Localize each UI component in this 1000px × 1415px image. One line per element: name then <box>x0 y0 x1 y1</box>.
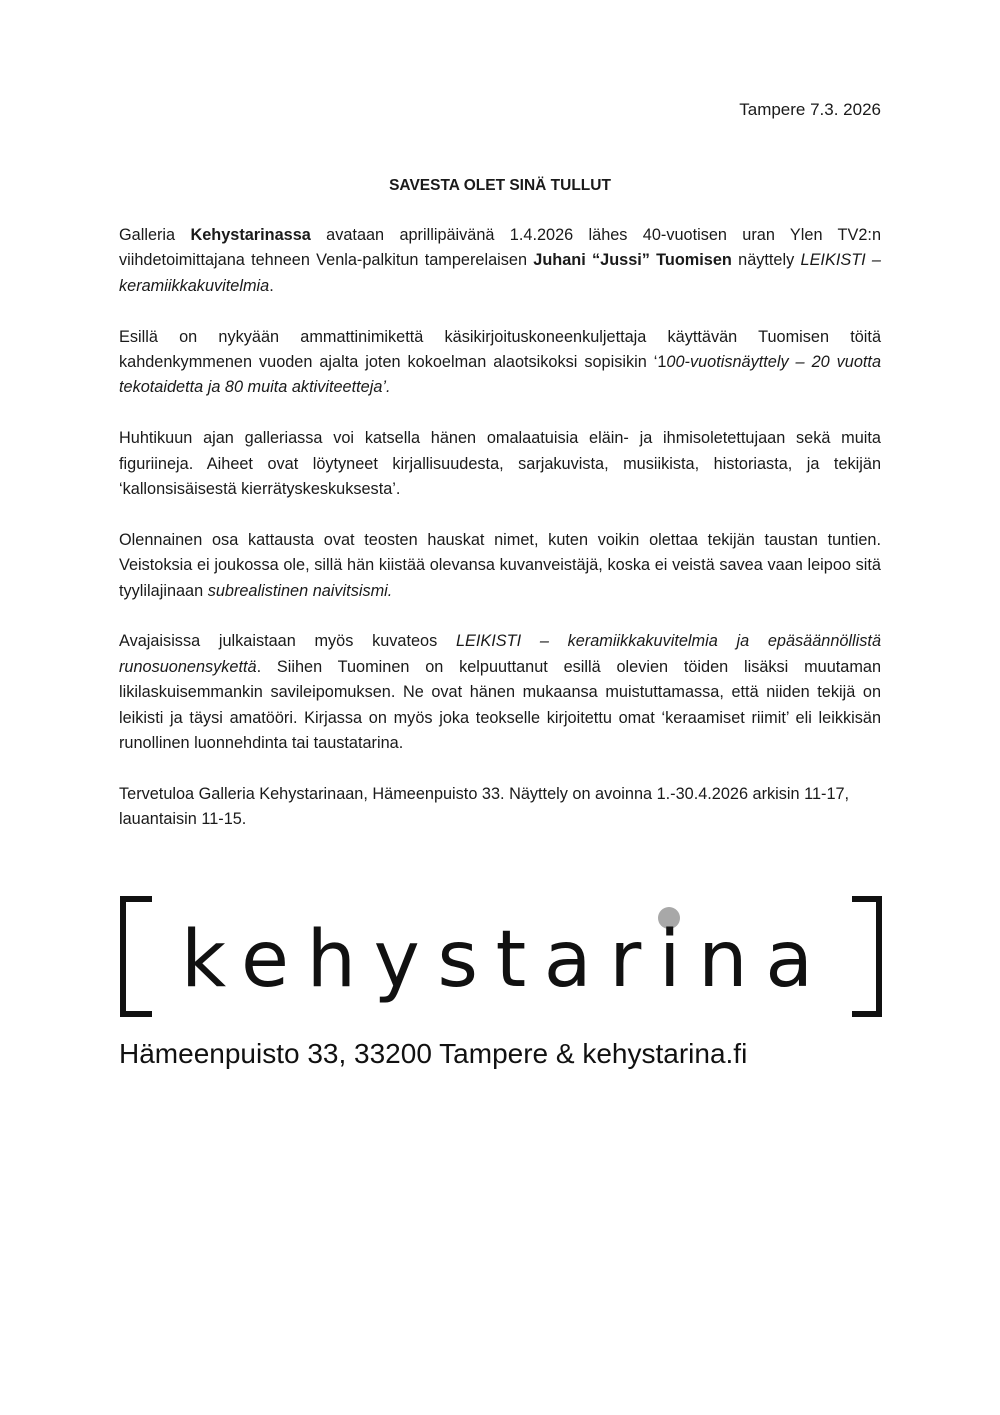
document-date: Tampere 7.3. 2026 <box>739 100 881 119</box>
gallery-name: Kehystarinassa <box>190 226 311 244</box>
exhibition-name: LEIKISTI – keramiikkakuvitelmia <box>119 251 881 295</box>
book-title: LEIKISTI – keramiikkakuvitelmia ja epäsäännöllistä runosuonensykettä <box>119 632 882 676</box>
artist-name: Juhani “Jussi” Tuomisen <box>533 251 732 270</box>
paragraph-1: Galleria Kehystarinassa avataan aprillipäivänä 1.4.2026 lähes 40-vuotisen uran Ylen TV2:n viihdetoimittajana tehneen Venla-palkitun tamperelaisen Juhani “Jussi” Tuomisen näyttely LEIKISTI – keramiikkakuvitelmia. <box>119 226 881 295</box>
logo-wordmark: kehystarina <box>181 915 813 1005</box>
document-body <box>119 223 881 858</box>
style-name: subrealistinen naivitsismi. <box>207 581 393 600</box>
kehystarina-logo <box>120 896 884 1018</box>
paragraph-6: Tervetuloa Galleria Kehystarinaan, Hämeenpuisto 33. Näyttely on avoinna 1.-30.4.2026 arkisin 11-17, lauantaisin 11-15. <box>119 784 850 829</box>
subtitle-quote: 00-vuotisnäyttely – 20 vuotta tekotaidetta ja 80 muita aktiviteetteja’. <box>119 353 881 397</box>
paragraph-2: Esillä on nykyään ammattinimikettä käsikirjoituskoneenkuljettaja käyttävän Tuomisen töitä kahdenkymmenen vuoden ajalta joten kokoelman alaotsikoksi sopisikin ‘100-vuotisnäyttely – 20 vuotta tekotaidetta ja 80 muita aktiviteetteja’. <box>119 327 881 397</box>
paragraph-3: Huhtikuun ajan galleriassa voi katsella hänen omalaatuisia eläin- ja ihmisoletettujaan sekä muita figuriineja. Aiheet ovat löytyneet kirjallisuudesta, sarjakuvista, musiikista, historiasta, ja tekijän ‘kallonsisäisestä kierrätyskeskuksesta’. <box>119 429 881 499</box>
paragraph-4: Olennainen osa kattausta ovat teosten hauskat nimet, kuten voikin olettaa tekijän taustan tuntien. Veistoksia ei joukossa ole, sillä hän kiistää olevansa kuvanveistäjä, koska ei veistä savea vaan leipoo sitä tyylilajinaan subrealistinen naivitsismi. <box>119 530 881 600</box>
left-bracket-icon <box>123 899 152 1014</box>
right-bracket-icon <box>852 899 879 1014</box>
footer-address: Hämeenpuisto 33, 33200 Tampere & kehystarina.fi <box>119 1038 748 1069</box>
paragraph-5: Avajaisissa julkaistaan myös kuvateos LEIKISTI – keramiikkakuvitelmia ja epäsäännöllistä runosuonensykettä. Siihen Tuominen on kelpuuttanut esillä olevien töiden lisäksi muutaman likilaskuisemmankin savileipomuksen. Ne ovat hänen mukaansa muistuttamassa, että niiden tekijä on leikisti ja täysi amatööri. Kirjassa on myös joka teokselle kirjoitettu omat ‘keraamiset riimit’ eli leikkisän runollinen luonnehdinta tai taustatarina. <box>119 632 882 753</box>
document-title: SAVESTA OLET SINÄ TULLUT <box>389 177 611 194</box>
logo-graphic <box>120 896 884 1018</box>
